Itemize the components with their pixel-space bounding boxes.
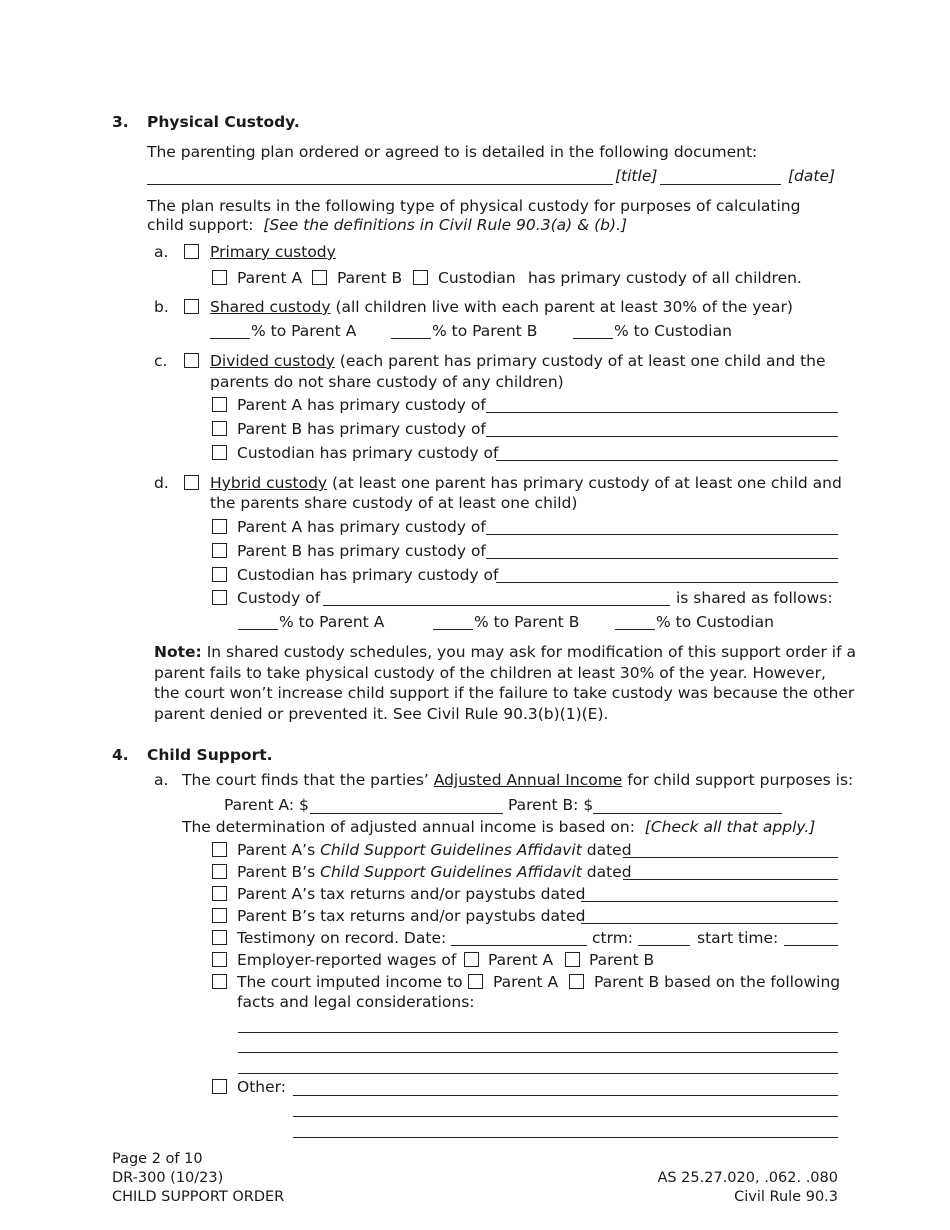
- imputed-parent-a-checkbox[interactable]: [468, 974, 483, 989]
- affidavit-b-label: [237, 863, 632, 882]
- primary-custodian-checkbox[interactable]: [413, 270, 428, 285]
- tax-a-date-field[interactable]: [581, 901, 838, 902]
- parenting-plan-intro: The parenting plan ordered or agreed to is detailed in the following document:: [147, 143, 758, 161]
- adjusted-annual-income-label: Adjusted Annual Income: [433, 771, 623, 789]
- imputed-income-label: The court imputed income to: [237, 973, 463, 991]
- note-line-4: parent denied or prevented it. See Civil Rule 90.3(b)(1)(E).: [154, 705, 609, 723]
- hybrid-custodian-label: Custodian has primary custody of: [237, 566, 499, 584]
- hybrid-pct-a-label: % to Parent A: [279, 613, 385, 631]
- other-line-1[interactable]: [293, 1095, 838, 1096]
- note-line-1: [154, 643, 856, 662]
- footer-form-name: CHILD SUPPORT ORDER: [112, 1189, 285, 1205]
- divided-parent-b-field[interactable]: [486, 436, 838, 437]
- plan-results-text: The plan results in the following type of physical custody for purposes of calculating: [147, 197, 801, 215]
- hybrid-parent-b-field[interactable]: [486, 558, 838, 559]
- hybrid-custodian-field[interactable]: [496, 582, 838, 583]
- child-support-label: child support:: [147, 216, 254, 234]
- imputed-parent-b-label: Parent B based on the following: [594, 973, 841, 991]
- hybrid-custodian-checkbox[interactable]: [212, 567, 227, 582]
- primary-custodian-label: Custodian: [438, 269, 516, 287]
- parent-a-income-label: Parent A: $: [224, 796, 309, 814]
- section-4-title: Child Support.: [147, 746, 273, 764]
- note-line-3: the court won’t increase child support if the failure to take custody was because the other: [154, 684, 855, 702]
- other-checkbox[interactable]: [212, 1079, 227, 1094]
- employer-parent-a-checkbox[interactable]: [464, 952, 479, 967]
- plan-title-field[interactable]: [147, 184, 613, 185]
- hybrid-parent-a-checkbox[interactable]: [212, 519, 227, 534]
- hybrid-pct-a-field[interactable]: [238, 629, 278, 630]
- hybrid-custody-checkbox[interactable]: [184, 475, 199, 490]
- tax-a-label: Parent A’s tax returns and/or paystubs dated: [237, 885, 586, 903]
- shared-custody-line: [210, 298, 793, 317]
- other-line-3[interactable]: [293, 1137, 838, 1138]
- divided-custody-label: Divided custody: [210, 352, 335, 370]
- primary-custody-checkbox[interactable]: [184, 244, 199, 259]
- hybrid-custody-line: [210, 474, 842, 493]
- hybrid-parent-b-label: Parent B has primary custody of: [237, 542, 486, 560]
- income-finding-post: for child support purposes is:: [627, 771, 854, 789]
- hybrid-pct-c-field[interactable]: [615, 629, 655, 630]
- primary-parent-a-checkbox[interactable]: [212, 270, 227, 285]
- imputed-facts-line-1[interactable]: [238, 1032, 838, 1033]
- employer-parent-b-label: Parent B: [589, 951, 655, 969]
- employer-parent-a-label: Parent A: [488, 951, 554, 969]
- divided-custody-desc: (each parent has primary custody of at least one child and the: [339, 352, 826, 370]
- imputed-parent-a-label: Parent A: [493, 973, 559, 991]
- testimony-checkbox[interactable]: [212, 930, 227, 945]
- option-c-letter: c.: [154, 352, 168, 370]
- parent-a-income-field[interactable]: [310, 813, 503, 814]
- testimony-label: Testimony on record. Date:: [237, 929, 447, 947]
- divided-custodian-checkbox[interactable]: [212, 445, 227, 460]
- tax-b-label: Parent B’s tax returns and/or paystubs dated: [237, 907, 586, 925]
- divided-parent-a-checkbox[interactable]: [212, 397, 227, 412]
- testimony-date-field[interactable]: [451, 945, 587, 946]
- option-a-letter: a.: [154, 243, 169, 261]
- income-basis-label: The determination of adjusted annual income is based on:: [182, 818, 635, 836]
- section-4-number: 4.: [112, 746, 129, 764]
- income-basis-text: [182, 818, 815, 837]
- affidavit-a-pre: Parent A’s: [237, 841, 316, 859]
- shared-pct-c-field[interactable]: [573, 338, 613, 339]
- shared-custody-checkbox[interactable]: [184, 299, 199, 314]
- title-tag: [title]: [615, 167, 658, 185]
- affidavit-b-pre: Parent B’s: [237, 863, 316, 881]
- option-d-letter: d.: [154, 474, 169, 492]
- affidavit-b-post: dated: [586, 863, 632, 881]
- check-all-note: [Check all that apply.]: [644, 818, 816, 836]
- note-text-1: In shared custody schedules, you may ask for modification of this support order if a: [206, 643, 856, 661]
- hybrid-custody-desc-2: the parents share custody of at least one child): [210, 494, 578, 512]
- hybrid-custody-desc: (at least one parent has primary custody of at least one child and: [332, 474, 842, 492]
- affidavit-a-checkbox[interactable]: [212, 842, 227, 857]
- primary-parent-a-label: Parent A: [237, 269, 303, 287]
- plan-results-text-2: [147, 216, 627, 235]
- divided-custody-desc-2: parents do not share custody of any children): [210, 373, 564, 391]
- hybrid-parent-a-field[interactable]: [486, 534, 838, 535]
- section-3-number: 3.: [112, 113, 129, 131]
- employer-wages-checkbox[interactable]: [212, 952, 227, 967]
- affidavit-a-title: Child Support Guidelines Affidavit: [320, 841, 582, 859]
- option-b-letter: b.: [154, 298, 169, 316]
- hybrid-custody-of-checkbox[interactable]: [212, 590, 227, 605]
- shared-custody-desc: (all children live with each parent at least 30% of the year): [335, 298, 793, 316]
- imputed-facts-label: facts and legal considerations:: [237, 993, 475, 1011]
- section-3-title: Physical Custody.: [147, 113, 300, 131]
- divided-parent-a-field[interactable]: [486, 412, 838, 413]
- hybrid-pct-c-label: % to Custodian: [656, 613, 774, 631]
- employer-parent-b-checkbox[interactable]: [565, 952, 580, 967]
- shared-pct-b-field[interactable]: [391, 338, 431, 339]
- hybrid-parent-a-label: Parent A has primary custody of: [237, 518, 486, 536]
- parent-b-income-label: Parent B: $: [508, 796, 594, 814]
- note-line-2: parent fails to take physical custody of the children at least 30% of the year. However,: [154, 664, 826, 682]
- shared-pct-b-label: % to Parent B: [432, 322, 538, 340]
- income-finding-pre: The court finds that the parties’: [182, 771, 429, 789]
- affidavit-a-date-field[interactable]: [623, 857, 838, 858]
- definitions-note: [See the definitions in Civil Rule 90.3(a) & (b).]: [263, 216, 628, 234]
- divided-parent-a-label: Parent A has primary custody of: [237, 396, 486, 414]
- footer-form-id: DR-300 (10/23): [112, 1170, 224, 1186]
- hybrid-pct-b-field[interactable]: [433, 629, 473, 630]
- divided-custodian-label: Custodian has primary custody of: [237, 444, 499, 462]
- income-finding-text: [182, 771, 853, 790]
- tax-b-date-field[interactable]: [581, 923, 838, 924]
- parent-b-income-field[interactable]: [593, 813, 782, 814]
- shared-pct-c-label: % to Custodian: [614, 322, 732, 340]
- divided-custody-line: [210, 352, 826, 371]
- imputed-facts-line-3[interactable]: [238, 1073, 838, 1074]
- primary-custody-tail: has primary custody of all children.: [528, 269, 802, 287]
- affidavit-b-title: Child Support Guidelines Affidavit: [320, 863, 582, 881]
- note-label: Note:: [154, 643, 202, 661]
- footer-rule: Civil Rule 90.3: [734, 1189, 838, 1205]
- plan-date-field[interactable]: [660, 184, 781, 185]
- hybrid-custody-label: Hybrid custody: [210, 474, 328, 492]
- start-time-label: start time:: [697, 929, 779, 947]
- divided-custodian-field[interactable]: [496, 460, 838, 461]
- imputed-income-checkbox[interactable]: [212, 974, 227, 989]
- ctrm-field[interactable]: [638, 945, 690, 946]
- income-a-letter: a.: [154, 771, 169, 789]
- tax-b-checkbox[interactable]: [212, 908, 227, 923]
- shared-pct-a-label: % to Parent A: [251, 322, 357, 340]
- footer-page-number: Page 2 of 10: [112, 1151, 203, 1167]
- hybrid-custody-of-label: Custody of: [237, 589, 321, 607]
- tax-a-checkbox[interactable]: [212, 886, 227, 901]
- hybrid-pct-b-label: % to Parent B: [474, 613, 580, 631]
- other-line-2[interactable]: [293, 1116, 838, 1117]
- divided-parent-b-checkbox[interactable]: [212, 421, 227, 436]
- hybrid-custody-of-field[interactable]: [323, 605, 670, 606]
- divided-custody-checkbox[interactable]: [184, 353, 199, 368]
- hybrid-parent-b-checkbox[interactable]: [212, 543, 227, 558]
- affidavit-a-label: [237, 841, 632, 860]
- primary-parent-b-label: Parent B: [337, 269, 403, 287]
- primary-parent-b-checkbox[interactable]: [312, 270, 327, 285]
- other-label: Other:: [237, 1078, 286, 1096]
- imputed-facts-line-2[interactable]: [238, 1052, 838, 1053]
- imputed-parent-b-checkbox[interactable]: [569, 974, 584, 989]
- shared-pct-a-field[interactable]: [210, 338, 250, 339]
- employer-wages-label: Employer-reported wages of: [237, 951, 457, 969]
- divided-parent-b-label: Parent B has primary custody of: [237, 420, 486, 438]
- affidavit-b-date-field[interactable]: [623, 879, 838, 880]
- hybrid-shared-as-follows: is shared as follows:: [676, 589, 833, 607]
- ctrm-label: ctrm:: [592, 929, 634, 947]
- start-time-field[interactable]: [784, 945, 838, 946]
- date-tag: [date]: [788, 167, 836, 185]
- footer-statute: AS 25.27.020, .062. .080: [657, 1170, 838, 1186]
- shared-custody-label: Shared custody: [210, 298, 331, 316]
- affidavit-a-post: dated: [586, 841, 632, 859]
- primary-custody-label: Primary custody: [210, 243, 336, 261]
- affidavit-b-checkbox[interactable]: [212, 864, 227, 879]
